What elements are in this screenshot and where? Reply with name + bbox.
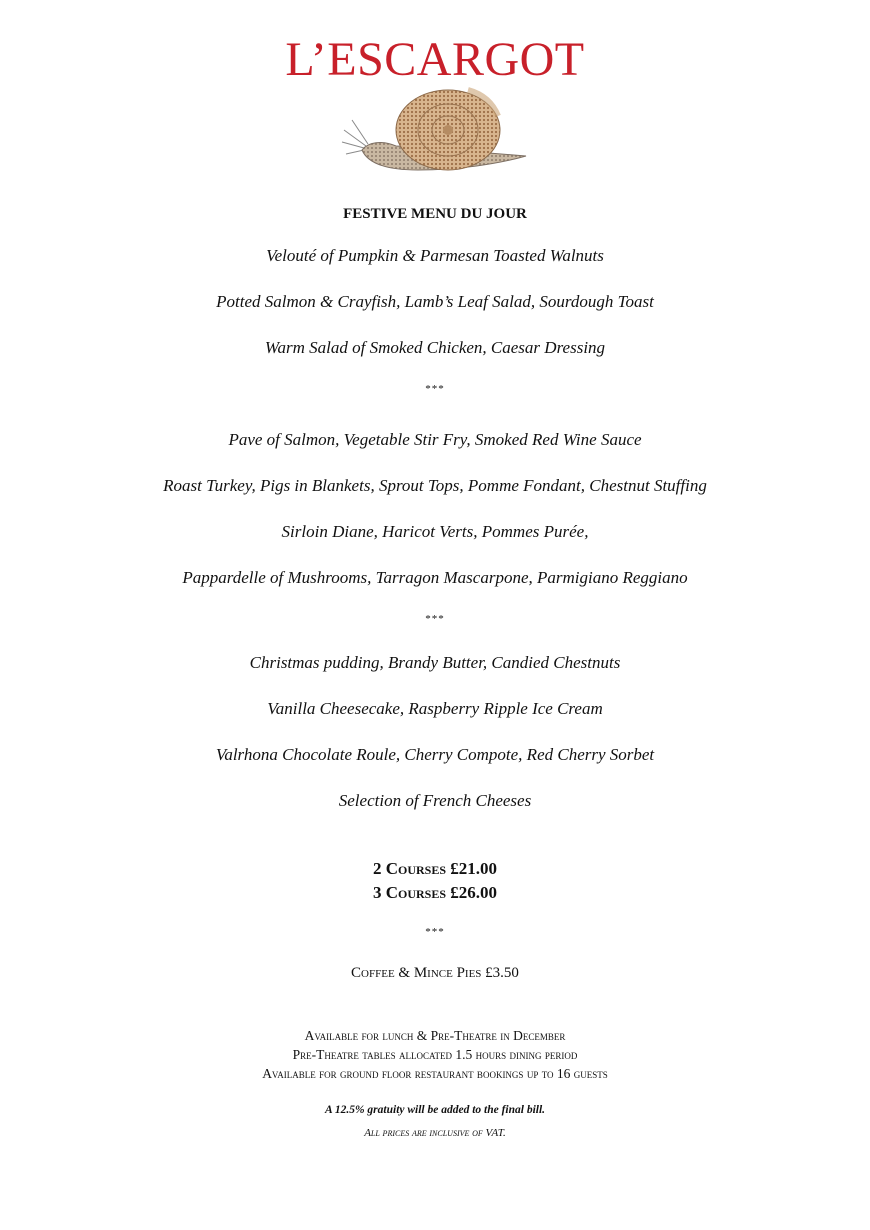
main-item: Roast Turkey, Pigs in Blankets, Sprout Tops, Pomme Fondant, Chestnut Stuffing <box>163 476 707 495</box>
availability-note: Pre-Theatre tables allocated 1.5 hours dining period <box>292 1047 578 1062</box>
dessert-item: Vanilla Cheesecake, Raspberry Ripple Ice Cream <box>267 699 603 718</box>
menu-heading: FESTIVE MENU DU JOUR <box>343 206 527 222</box>
availability-note: Available for lunch & Pre-Theatre in December <box>304 1028 566 1043</box>
two-course-price: 2 Courses £21.00 <box>372 859 498 878</box>
dessert-item: Selection of French Cheeses <box>338 791 532 810</box>
main-item: Sirloin Diane, Haricot Verts, Pommes Purée, <box>281 522 589 541</box>
vat-note: All prices are inclusive of VAT. <box>364 1127 506 1139</box>
main-item: Pappardelle of Mushrooms, Tarragon Mascarpone, Parmigiano Reggiano <box>182 568 688 587</box>
course-separator: *** <box>425 383 445 395</box>
restaurant-title: L’ESCARGOT <box>285 33 585 86</box>
course-separator: *** <box>425 613 445 625</box>
availability-note: Available for ground floor restaurant bookings up to 16 guests <box>262 1066 608 1081</box>
starter-item: Warm Salad of Smoked Chicken, Caesar Dressing <box>264 338 606 357</box>
dessert-item: Christmas pudding, Brandy Butter, Candied Chestnuts <box>249 653 621 672</box>
three-course-price: 3 Courses £26.00 <box>372 883 498 902</box>
dessert-item: Valrhona Chocolate Roule, Cherry Compote, Red Cherry Sorbet <box>215 745 655 764</box>
main-item: Pave of Salmon, Vegetable Stir Fry, Smoked Red Wine Sauce <box>228 430 642 449</box>
coffee-price: Coffee & Mince Pies £3.50 <box>351 965 519 981</box>
course-separator: *** <box>425 926 445 938</box>
starter-item: Velouté of Pumpkin & Parmesan Toasted Walnuts <box>266 246 604 265</box>
snail-icon <box>338 86 534 186</box>
gratuity-note: A 12.5% gratuity will be added to the final bill. <box>324 1104 546 1116</box>
starter-item: Potted Salmon & Crayfish, Lamb’s Leaf Salad, Sourdough Toast <box>216 292 654 311</box>
